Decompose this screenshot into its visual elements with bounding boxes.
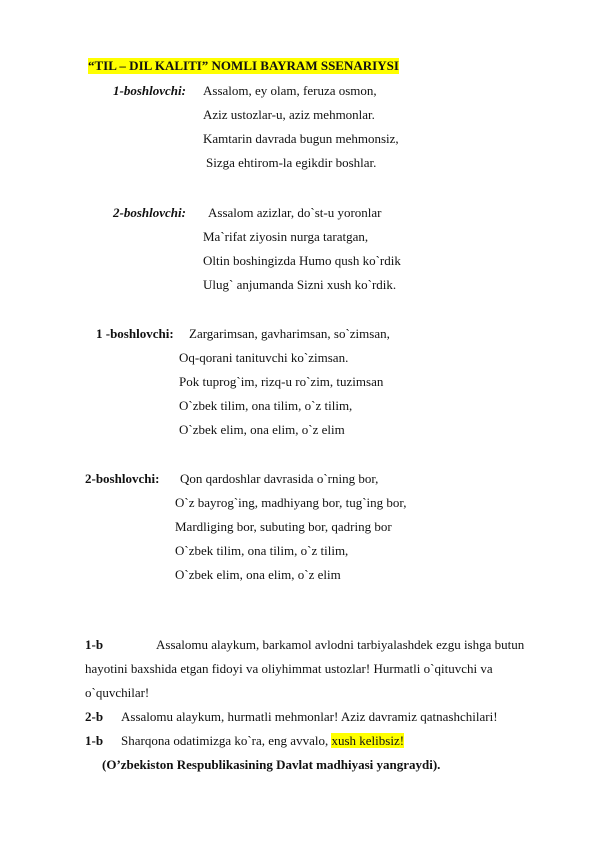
- dialogue-text: o`quvchilar!: [85, 685, 150, 700]
- verse-line: Zargarimsan, gavharimsan, so`zimsan,: [189, 326, 390, 341]
- verse-line: O`zbek tilim, ona tilim, o`z tilim,: [175, 543, 349, 558]
- verse-line: O`zbek tilim, ona tilim, o`z tilim,: [179, 398, 353, 413]
- dialogue-label-2: 2-b: [85, 709, 104, 724]
- dialogue-label-3: 1-b: [85, 733, 104, 748]
- speaker-label-4: 2-boshlovchi:: [85, 471, 160, 486]
- speaker-label-1: 1-boshlovchi:: [113, 83, 186, 98]
- page-title: “TIL – DIL KALITI” NOMLI BAYRAM SSENARIYSI: [88, 58, 399, 73]
- verse-line: Aziz ustozlar-u, aziz mehmonlar.: [203, 107, 375, 122]
- dialogue-text-plain: Sharqona odatimizga ko`ra, eng avvalo,: [121, 733, 332, 748]
- verse-line: Oq-qorani tanituvchi ko`zimsan.: [179, 350, 349, 365]
- verse-line: Pok tuprog`im, rizq-u ro`zim, tuzimsan: [179, 374, 384, 389]
- dialogue-text: Assalomu alaykum, hurmatli mehmonlar! Aziz davramiz qatnashchilari!: [121, 709, 498, 724]
- dialogue-label-1: 1-b: [85, 637, 104, 652]
- verse-line: O`z bayrog`ing, madhiyang bor, tug`ing bor,: [175, 495, 407, 510]
- dialogue-text: [121, 733, 404, 749]
- dialogue-text: Assalomu alaykum, barkamol avlodni tarbiyalashdek ezgu ishga butun: [156, 637, 525, 652]
- highlighted-text: xush kelibsiz!: [331, 733, 405, 748]
- verse-line: Ulug` anjumanda Sizni xush ko`rdik.: [203, 277, 397, 292]
- anthem-note: (O’zbekiston Respublikasining Davlat madhiyasi yangraydi).: [102, 757, 441, 772]
- verse-line: Qon qardoshlar davrasida o`rning bor,: [180, 471, 379, 486]
- verse-line: Sizga ehtirom-la egikdir boshlar.: [206, 155, 377, 170]
- verse-line: Oltin boshingizda Humo qush ko`rdik: [203, 253, 401, 268]
- verse-line: O`zbek elim, ona elim, o`z elim: [175, 567, 341, 582]
- verse-line: Kamtarin davrada bugun mehmonsiz,: [203, 131, 399, 146]
- verse-line: O`zbek elim, ona elim, o`z elim: [179, 422, 345, 437]
- verse-line: Assalom azizlar, do`st-u yoronlar: [208, 205, 382, 220]
- verse-line: Ma`rifat ziyosin nurga taratgan,: [203, 229, 369, 244]
- speaker-label-3: 1 -boshlovchi:: [96, 326, 174, 341]
- verse-line: Assalom, ey olam, feruza osmon,: [203, 83, 377, 98]
- verse-line: Mardliging bor, subuting bor, qadring bor: [175, 519, 392, 534]
- speaker-label-2: 2-boshlovchi:: [113, 205, 186, 220]
- dialogue-text: hayotini baxshida etgan fidoyi va oliyhimmat ustozlar! Hurmatli o`qituvchi va: [85, 661, 493, 676]
